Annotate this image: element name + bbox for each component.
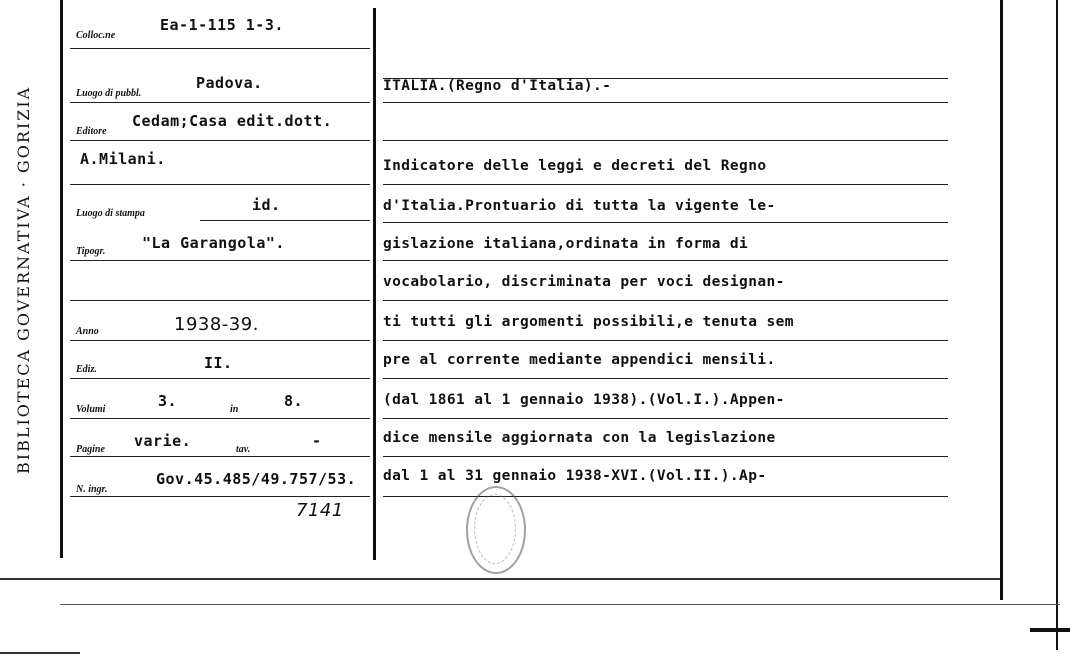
right-rule-4 — [383, 184, 948, 185]
body-line-9: dal 1 al 31 gennaio 1938-XVI.(Vol.II.).Ap- — [383, 468, 767, 484]
tavole-label: tav. — [236, 444, 251, 455]
right-rule-5 — [383, 222, 948, 223]
body-line-2: d'Italia.Prontuario di tutta la vigente le- — [383, 198, 776, 214]
far-right-edge-line — [1056, 0, 1058, 650]
luogo-pubbl-label: Luogo di pubbl. — [76, 88, 142, 99]
right-rule-6 — [383, 260, 948, 261]
left-rule-1 — [70, 48, 370, 49]
right-rule-7 — [383, 300, 948, 301]
column-divider-line — [373, 8, 376, 560]
left-rule-6 — [70, 260, 370, 261]
right-rule-10 — [383, 418, 948, 419]
volumi-in-value: 8. — [284, 392, 304, 410]
right-rule-9 — [383, 378, 948, 379]
luogo-pubbl-value: Padova. — [196, 74, 263, 92]
ingresso-value: Gov.45.485/49.757/53. — [156, 470, 357, 488]
left-rule-9 — [70, 378, 370, 379]
ingresso-label: N. ingr. — [76, 484, 108, 495]
body-line-8: dice mensile aggiornata con la legislazione — [383, 430, 776, 446]
bottom-line-1 — [0, 578, 1000, 580]
collocazione-value: Ea-1-115 1-3. — [160, 16, 284, 34]
heading: ITALIA.(Regno d'Italia).- — [383, 78, 612, 94]
edizione-label: Ediz. — [76, 364, 97, 375]
anno-value: 1938-39. — [174, 314, 259, 335]
bottom-line-2 — [60, 604, 1060, 605]
body-line-7: (dal 1861 al 1 gennaio 1938).(Vol.I.).Appen- — [383, 392, 785, 408]
left-rule-10 — [70, 418, 370, 419]
ingresso-handwritten-number: 7141 — [296, 500, 344, 521]
anno-label: Anno — [76, 326, 99, 337]
tipografo-value: "La Garangola". — [142, 234, 285, 252]
tipografo-label: Tipogr. — [76, 246, 106, 257]
collocazione-label: Colloc.ne — [76, 30, 116, 41]
side-title: BIBLIOTECA GOVERNATIVA · GORIZIA — [14, 85, 33, 475]
body-line-1: Indicatore delle leggi e decreti del Regno — [383, 158, 767, 174]
body-line-5: ti tutti gli argomenti possibili,e tenuta sem — [383, 314, 794, 330]
left-rule-2 — [70, 102, 370, 103]
body-line-6: pre al corrente mediante appendici mensili. — [383, 352, 776, 368]
pagine-label: Pagine — [76, 444, 105, 455]
left-rule-12 — [70, 496, 370, 497]
pagine-value: varie. — [134, 432, 192, 450]
edizione-value: II. — [204, 354, 233, 372]
left-rule-5 — [200, 220, 370, 221]
bottom-line-3 — [0, 652, 80, 654]
library-stamp-inner — [474, 494, 516, 564]
editore-value: Cedam;Casa edit.dott. — [132, 112, 333, 130]
right-rule-3 — [383, 140, 948, 141]
right-border-line — [1000, 0, 1003, 600]
body-line-3: gislazione italiana,ordinata in forma di — [383, 236, 749, 252]
left-rule-8 — [70, 340, 370, 341]
left-rule-4 — [70, 184, 370, 185]
editore-value-continued: A.Milani. — [80, 150, 166, 168]
volumi-in-label: in — [230, 404, 239, 415]
volumi-label: Volumi — [76, 404, 106, 415]
left-rule-7 — [70, 300, 370, 301]
body-line-4: vocabolario, discriminata per voci designan- — [383, 274, 785, 290]
right-rule-11 — [383, 456, 948, 457]
volumi-value: 3. — [158, 392, 178, 410]
tavole-value: - — [312, 432, 322, 450]
bottom-right-corner-mark — [1030, 628, 1070, 632]
left-rule-3 — [70, 140, 370, 141]
left-border-line — [60, 0, 63, 558]
editore-label: Editore — [76, 126, 107, 137]
right-rule-2 — [383, 102, 948, 103]
luogo-stampa-label: Luogo di stampa — [76, 208, 145, 219]
right-rule-8 — [383, 340, 948, 341]
luogo-stampa-value: id. — [252, 196, 281, 214]
right-rule-12 — [383, 496, 948, 497]
left-rule-11 — [70, 456, 370, 457]
